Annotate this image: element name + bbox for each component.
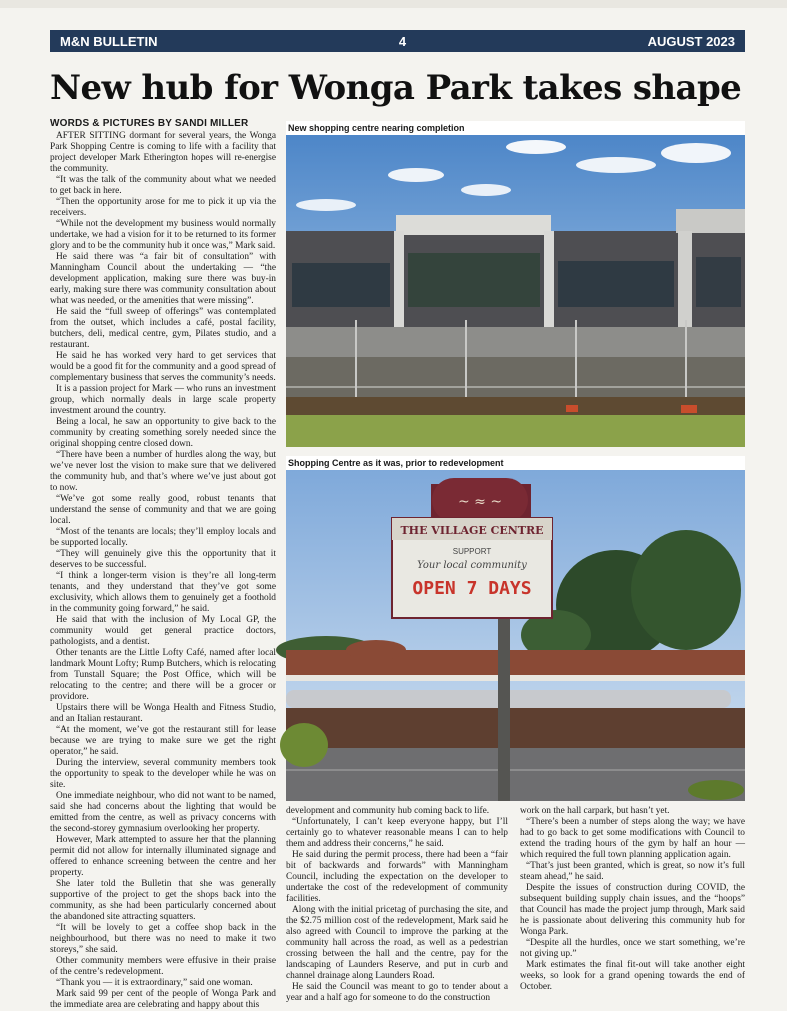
paragraph: Despite the issues of construction during COVID, the subsequent building supply chain issues, and the “hoops” that Council has made the project jump through, Mark said he is passionate about delivering this community hub for Wonga Park. [520,883,745,937]
paragraph: “There’s been a number of steps along the way; we have had to go back to get some modifications with Council to extend the trading hours of the gym by half an hour — which required the full town planning application again. [520,817,745,860]
paragraph: “They will genuinely give this the opportunity that it deserves to be successful. [50,549,276,570]
paragraph: However, Mark attempted to assure her that the planning permit did not allow for internally illuminated signage and offered to enhance screening between the centre and her property. [50,835,276,878]
paragraph: He said that with the inclusion of My Local GP, the community would get general practice doctors, pathologists, and a dentist. [50,615,276,647]
paragraph: “Most of the tenants are locals; they’ll employ locals and be supported locally. [50,527,276,548]
paragraph: “There have been a number of hurdles along the way, but we’ve never lost the vision to make sure that we delivered the community hub, and that’s where we’ve just about got to now. [50,450,276,493]
paragraph: Along with the initial pricetag of purchasing the site, and the $2.75 million cost of the redevelopment, Mark said he also agreed with Council to improve the parking at the community hall across the road, as well as a pedestrian crossing between the hall and the centre, pay for the landscaping of Launders Reserve, and put in curb and channel drainage along Launders Road. [286,905,508,981]
byline: WORDS & PICTURES BY SANDI MILLER [50,118,249,129]
publication-name: M&N BULLETIN [60,33,158,49]
paragraph: He said during the permit process, there had been a “fair bit of backwards and forwards” with Manningham Council, including the expectation on the developer to undertake the cost of the redevelopment of community facilities. [286,850,508,904]
article-column-2 [286,806,508,1003]
photo-caption: New shopping centre nearing completion [286,121,745,135]
paragraph: “It was the talk of the community about what we needed to get back in here. [50,175,276,196]
previous-page-strip [0,0,787,8]
paragraph: “It will be lovely to get a coffee shop back in the neighbourhood, but there was no need to make it two storeys,” she said. [50,923,276,955]
paragraph: “That’s just been granted, which is great, so now it’s full steam ahead,” he said. [520,861,745,882]
new-centre-illustration [286,135,745,447]
paragraph: He said the “full sweep of offerings” was contemplated from the outset, which includes a café, postal facility, butchers, deli, medical centre, gym, Pilates studio, and a restaurant. [50,307,276,350]
photo-caption: Shopping Centre as it was, prior to redevelopment [286,456,745,470]
paragraph: Mark estimates the final fit-out will take another eight weeks, so look for a grand opening towards the end of October. [520,960,745,992]
paragraph: “I think a longer-term vision is they’re all long-term tenants, and they understand that they’ve got some exclusivity, which allows them to genuinely get a foothold in the community going forward,” he said. [50,571,276,614]
paragraph: Being a local, he saw an opportunity to give back to the community by creating something sorely needed since the original shopping centre closed down. [50,417,276,449]
photo-old-centre [286,456,745,801]
article-column-1 [50,131,276,1010]
paragraph: “Thank you — it is extraordinary,” said one woman. [56,978,253,988]
old-centre-illustration [286,470,745,801]
paragraph: “Despite all the hurdles, once we start something, we’re not giving up.” [520,938,745,959]
photo-new-centre [286,121,745,447]
paragraph: “Unfortunately, I can’t keep everyone happy, but I’ll certainly go to whatever reasonable means I can to help them and address their concerns,” he said. [286,817,508,849]
paragraph: He said the Council was meant to go to tender about a year and a half ago for someone to do the construction [286,982,508,1003]
paragraph: Other community members were effusive in their praise of the centre’s redevelopment. [50,956,276,977]
paragraph: AFTER SITTING dormant for several years, the Wonga Park Shopping Centre is coming to life with a facility that project developer Mark Etherington hopes will re-energise the community. [50,131,276,174]
paragraph: Other tenants are the Little Lofty Café, named after local landmark Mount Lofty; Rump Butchers, which is relocating from Tunstall Square; the Post Office, which will be relocating to the centre; and there will be a grocer or providore. [50,648,276,702]
paragraph: “While not the development my business would normally undertake, we had a vision for it to be returned to its former glory and to be the community hub it once was,” Mark said. [50,219,276,251]
sign-support: SUPPORT [452,547,492,556]
paragraph: “We’ve got some really good, robust tenants that understand the sense of community and that we are going local. [50,494,276,526]
sign-name: THE VILLAGE CENTRE [400,524,544,537]
paragraph: During the interview, several community members took the opportunity to speak to the developer while he was on site. [50,758,276,790]
paragraph: One immediate neighbour, who did not want to be named, said she had concerns about the lighting that would be emitted from the centre, as well as privacy concerns with the second-storey gymnasium overlooking her property. [50,791,276,834]
paragraph: work on the hall carpark, but hasn’t yet. [520,806,670,816]
paragraph: It is a passion project for Mark — who runs an investment group, which normally deals in large scale property investment around the country. [50,384,276,416]
page-number: 4 [398,33,407,49]
article-column-3 [520,806,745,996]
svg-text:~ ≈ ~: ~ ≈ ~ [457,494,503,510]
paragraph: development and community hub coming back to life. [286,806,490,816]
paragraph: Upstairs there will be Wonga Health and Fitness Studio, and an Italian restaurant. [50,703,276,724]
issue-date: AUGUST 2023 [647,33,735,49]
paragraph: “At the moment, we’ve got the restaurant still for lease because we are trying to make sure we get the right operator,” he said. [50,725,276,757]
paragraph: Mark said 99 per cent of the people of Wonga Park and the immediate area are celebrating and happy about this [50,989,276,1010]
paragraph: She later told the Bulletin that she was generally supportive of the project to get the shops back into the community, as she had been particularly concerned about the abandoned site attracting squatters. [50,879,276,922]
paragraph: He said he has worked very hard to get services that would be a good fit for the community and a good spread of complementary business that serves the community’s needs. [50,351,276,383]
page-header-bar [50,30,745,52]
article-headline: New hub for Wonga Park takes shape [50,68,742,108]
sign-hours: OPEN 7 DAYS [412,578,532,599]
paragraph: He said there was “a fair bit of consultation” with Manningham Council about the undertaking — “the development application, making sure there was buy-in early, making sure there was community consultation about what was needed, or the amenities that were missing”. [50,252,276,306]
sign-motto: Your local community [417,560,527,571]
paragraph: “Then the opportunity arose for me to pick it up via the receivers. [50,197,276,218]
